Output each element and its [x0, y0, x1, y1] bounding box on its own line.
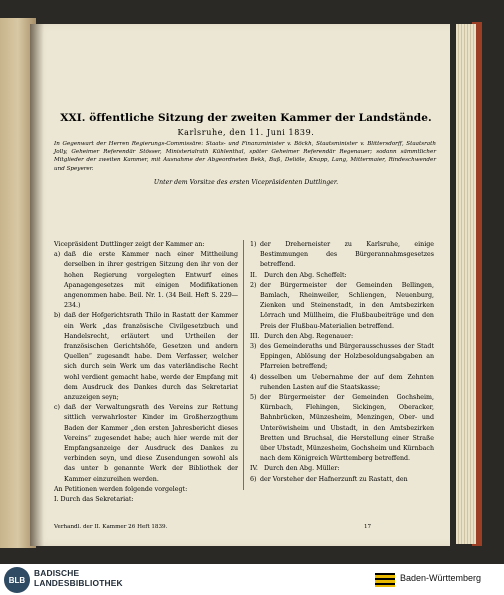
item-text: der Bürgermeister der Gemeinden Bellingen, Bamlach, Rheinweiler, Schliengen, Neuenburg, Zienken und Steinenstadt, in den Amtsbezirken Lörrach und Müllheim, die Flußbaubeiträge und den Preis der Flußbau-Materialien betreffend. [260, 281, 434, 330]
item-text: daß der Verwaltungsrath des Vereins zur Rettung sittlich verwahrloster Kinder im Großherzogthum Baden der Kammer „den ersten Jahresbericht dieses Vereins“ zugesendet habe; auch hier werde mit der Empfangsanzeige der Ausdruck des Dankes zu verbinden seyn, und diese Zusendungen sowohl als das unter b genannte Werk der Bibliothek der Kammer einzureihen werden. [64, 404, 238, 483]
item-label: b) [54, 312, 61, 320]
list-item [250, 332, 434, 342]
page-header [54, 112, 438, 186]
item-text: Durch den Abg. Scheffelt: [264, 271, 347, 279]
list-item [54, 403, 238, 485]
item-label: a) [54, 251, 61, 259]
list-item [54, 250, 238, 311]
list-item [250, 464, 434, 474]
column-divider [243, 240, 244, 490]
region-name[interactable]: Baden-Württemberg [400, 573, 482, 583]
item-label: III. [250, 332, 260, 340]
list-item [54, 311, 238, 403]
left-column [54, 240, 238, 505]
item-text: Durch den Abg. Müller: [264, 465, 340, 473]
list-item [250, 240, 434, 271]
item-label: 3) [250, 343, 257, 351]
list-item [250, 342, 434, 373]
spine-shadow [30, 24, 44, 546]
item-text: Durch den Abg. Regenauer: [264, 332, 354, 340]
petition-section-heading: I. Durch das Sekretariat: [54, 496, 134, 504]
volume-reference: Verhandl. der II. Kammer 26 Heft 1839. [54, 524, 168, 530]
item-text: daß der Hofgerichtsrath Thilo in Rastatt der Kammer ein Werk „das französische Civilgesetzbuch und Handelsrecht, erläutert und Urtheilen der französischen Gerichtshöfe, Gesetzen und andern Quellen“ zugesandt habe. Dem Verfasser, welcher sich durch sein Werk um das vaterländische Recht wohl verdient gemacht habe, werde der Empfang mit dem Ausdruck des Dankes durch das Sekretariat anzuzeigen seyn; [64, 312, 238, 402]
blb-logo-icon[interactable]: BLB [4, 567, 30, 593]
item-label: II. [250, 271, 257, 279]
right-column [250, 240, 434, 485]
item-label: 6) [250, 475, 257, 483]
list-item [250, 393, 434, 464]
item-text: der Bürgermeister der Gemeinden Gochsheim, Kürnbach, Flehingen, Sickingen, Oberacker, Bahnbrücken, Münzesheim, Menzingen, Ober- und Unteröwisheim und Ubstadt, in den Amtsbezirken Bretten und Bruchsal, die Herstellung einer Straße über Ubstadt, Münzesheim, Gochsheim und Kürnbach nach dem Königreich Württemberg betreffend. [260, 394, 434, 463]
item-text: des Gemeinderaths und Bürgerausschusses der Stadt Eppingen, Ablösung der Holzbesoldungsabgaben an Pfarreien betreffend; [260, 343, 434, 371]
book-page-edges [456, 24, 476, 544]
list-item [250, 271, 434, 281]
item-label: 5) [250, 394, 257, 402]
library-name-line1: BADISCHE [34, 568, 80, 578]
body-columns [54, 240, 438, 510]
item-label: 2) [250, 281, 257, 289]
page-footer [54, 524, 438, 530]
list-item [250, 475, 434, 485]
item-label: 4) [250, 373, 257, 381]
page-number: 17 [364, 524, 372, 530]
item-text: desselben um Uebernahme der auf dem Zehnten ruhenden Lasten auf die Staatskasse; [260, 373, 434, 391]
item-text: der Dreherneister zu Karlsruhe, einige Bestimmungen des Bürgerannahmsgesetzes betreffend. [260, 241, 434, 269]
session-date: Karlsruhe, den 11. Juni 1839. [177, 128, 315, 137]
library-name-line2: LANDESBIBLIOTHEK [34, 578, 123, 588]
item-text: daß die erste Kammer nach einer Mittheilung derselben in ihrer gestrigen Sitzung den ihr von der hohen Regierung vorgelegten Entwurf eines Apanagengesetzes mit einigen Modifikationen angenommen habe. Beil. Nr. 1. (34 Beil. Heft S. 229—234.) [64, 251, 238, 310]
baden-wuerttemberg-crest-icon [375, 573, 395, 587]
item-label: c) [54, 404, 60, 412]
list-item [250, 373, 434, 393]
chair-line: Unter dem Vorsitze des ersten Vicepräsidenten Duttlinger. [153, 178, 339, 186]
item-label: IV. [250, 465, 258, 473]
library-banner [0, 564, 504, 595]
page-title: XXI. öffentliche Sitzung der zweiten Kammer der Landstände. [60, 112, 432, 124]
petitions-intro: An Petitionen werden folgende vorgelegt: [54, 485, 188, 493]
library-name[interactable] [34, 568, 123, 588]
left-intro: Vicepräsident Duttlinger zeigt der Kammer an: [54, 241, 205, 248]
list-item [250, 281, 434, 332]
item-label: 1) [250, 241, 257, 248]
attendance-paragraph: In Gegenwart der Herren Regierungs-Commissäre: Staats- und Finanzminister v. Böckh, Staatsminister v. Blittersdorff, Staatsrath Jolly, Geheimer Referendär Stösser, Ministerialrath Kühlenthal, später Geheimer Referendär Regenauer; sodann sämmtlicher Mitglieder der zweiten Kammer, mit Ausnahme der Abgeordneten Bekk, Buß, Deliöle, Knapp, Lang, Mittermaier, Rindeschwender und Speyerer. [54, 141, 436, 172]
item-text: der Vorsteher der Hafnerzunft zu Rastatt, den [260, 475, 408, 483]
